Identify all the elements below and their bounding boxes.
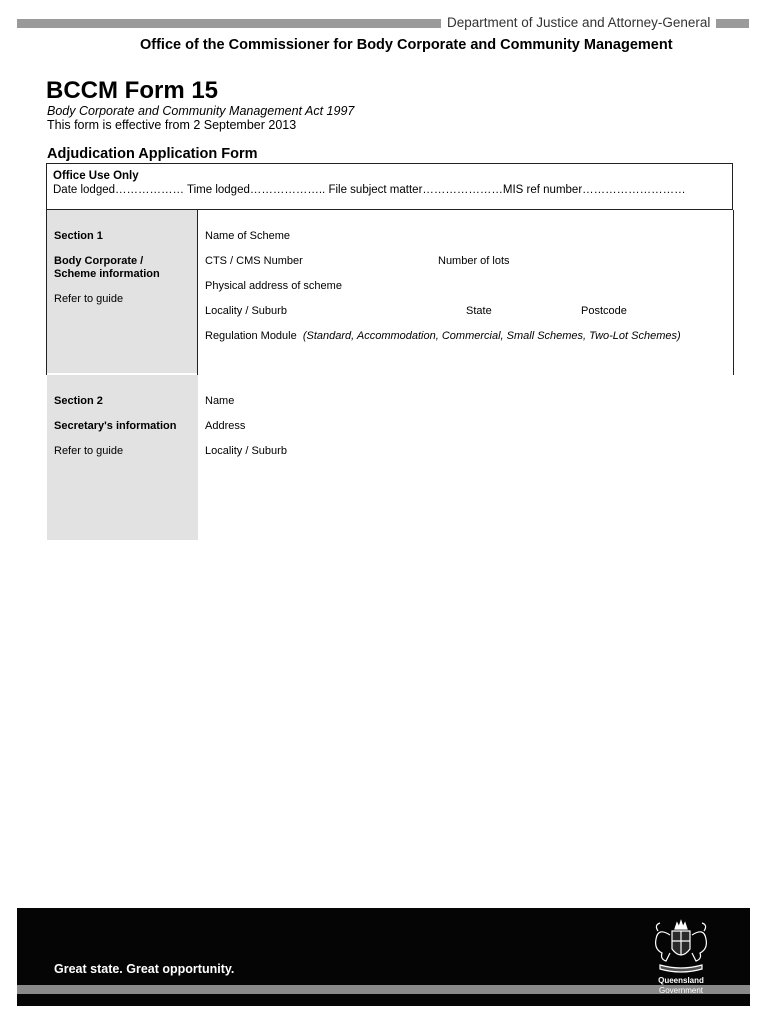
secretary-name-label: Name	[205, 395, 235, 407]
locality-label: Locality / Suburb	[205, 305, 287, 317]
form-effective-date: This form is effective from 2 September 2013	[47, 118, 297, 132]
section1-title-line1: Body Corporate /	[54, 255, 144, 267]
section1-divider	[197, 210, 198, 375]
section1-guide: Refer to guide	[54, 293, 124, 305]
footer-stripe	[17, 985, 750, 994]
department-name: Department of Justice and Attorney-General	[447, 15, 711, 30]
office-use-fields: Date lodged……………… Time lodged……………….. File subject matter…………………MIS ref number………………………	[53, 184, 686, 196]
regulation-module-options: (Standard, Accommodation, Commercial, Small Schemes, Two-Lot Schemes)	[302, 330, 681, 342]
office-name: Office of the Commissioner for Body Corporate and Community Management	[140, 37, 673, 53]
queensland-crest-icon	[648, 917, 714, 975]
number-of-lots-label: Number of lots	[438, 255, 510, 267]
section2-number: Section 2	[54, 395, 103, 407]
secretary-address-label: Address	[205, 420, 246, 432]
form-title: BCCM Form 15	[46, 77, 219, 104]
section1-title-line2: Scheme information	[54, 268, 160, 280]
scheme-address-label: Physical address of scheme	[205, 280, 342, 292]
section1-number: Section 1	[54, 230, 103, 242]
secretary-locality-label: Locality / Suburb	[205, 445, 287, 457]
header-bar-right	[716, 19, 749, 28]
form-act: Body Corporate and Community Management Act 1997	[47, 104, 355, 118]
application-heading: Adjudication Application Form	[47, 146, 258, 162]
cts-number-label: CTS / CMS Number	[205, 255, 303, 267]
postcode-label: Postcode	[581, 305, 627, 317]
queensland-logo-subtitle: Government	[658, 986, 704, 995]
scheme-name-label: Name of Scheme	[205, 230, 290, 242]
regulation-module-label	[205, 330, 681, 342]
regulation-module-text: Regulation Module	[205, 330, 297, 342]
header-bar-left	[17, 19, 441, 28]
footer-slogan: Great state. Great opportunity.	[54, 962, 235, 976]
queensland-logo-name: Queensland	[658, 976, 704, 985]
state-label: State	[466, 305, 492, 317]
section2-guide: Refer to guide	[54, 445, 124, 457]
office-use-title: Office Use Only	[53, 170, 139, 182]
section2-title: Secretary's information	[54, 420, 177, 432]
